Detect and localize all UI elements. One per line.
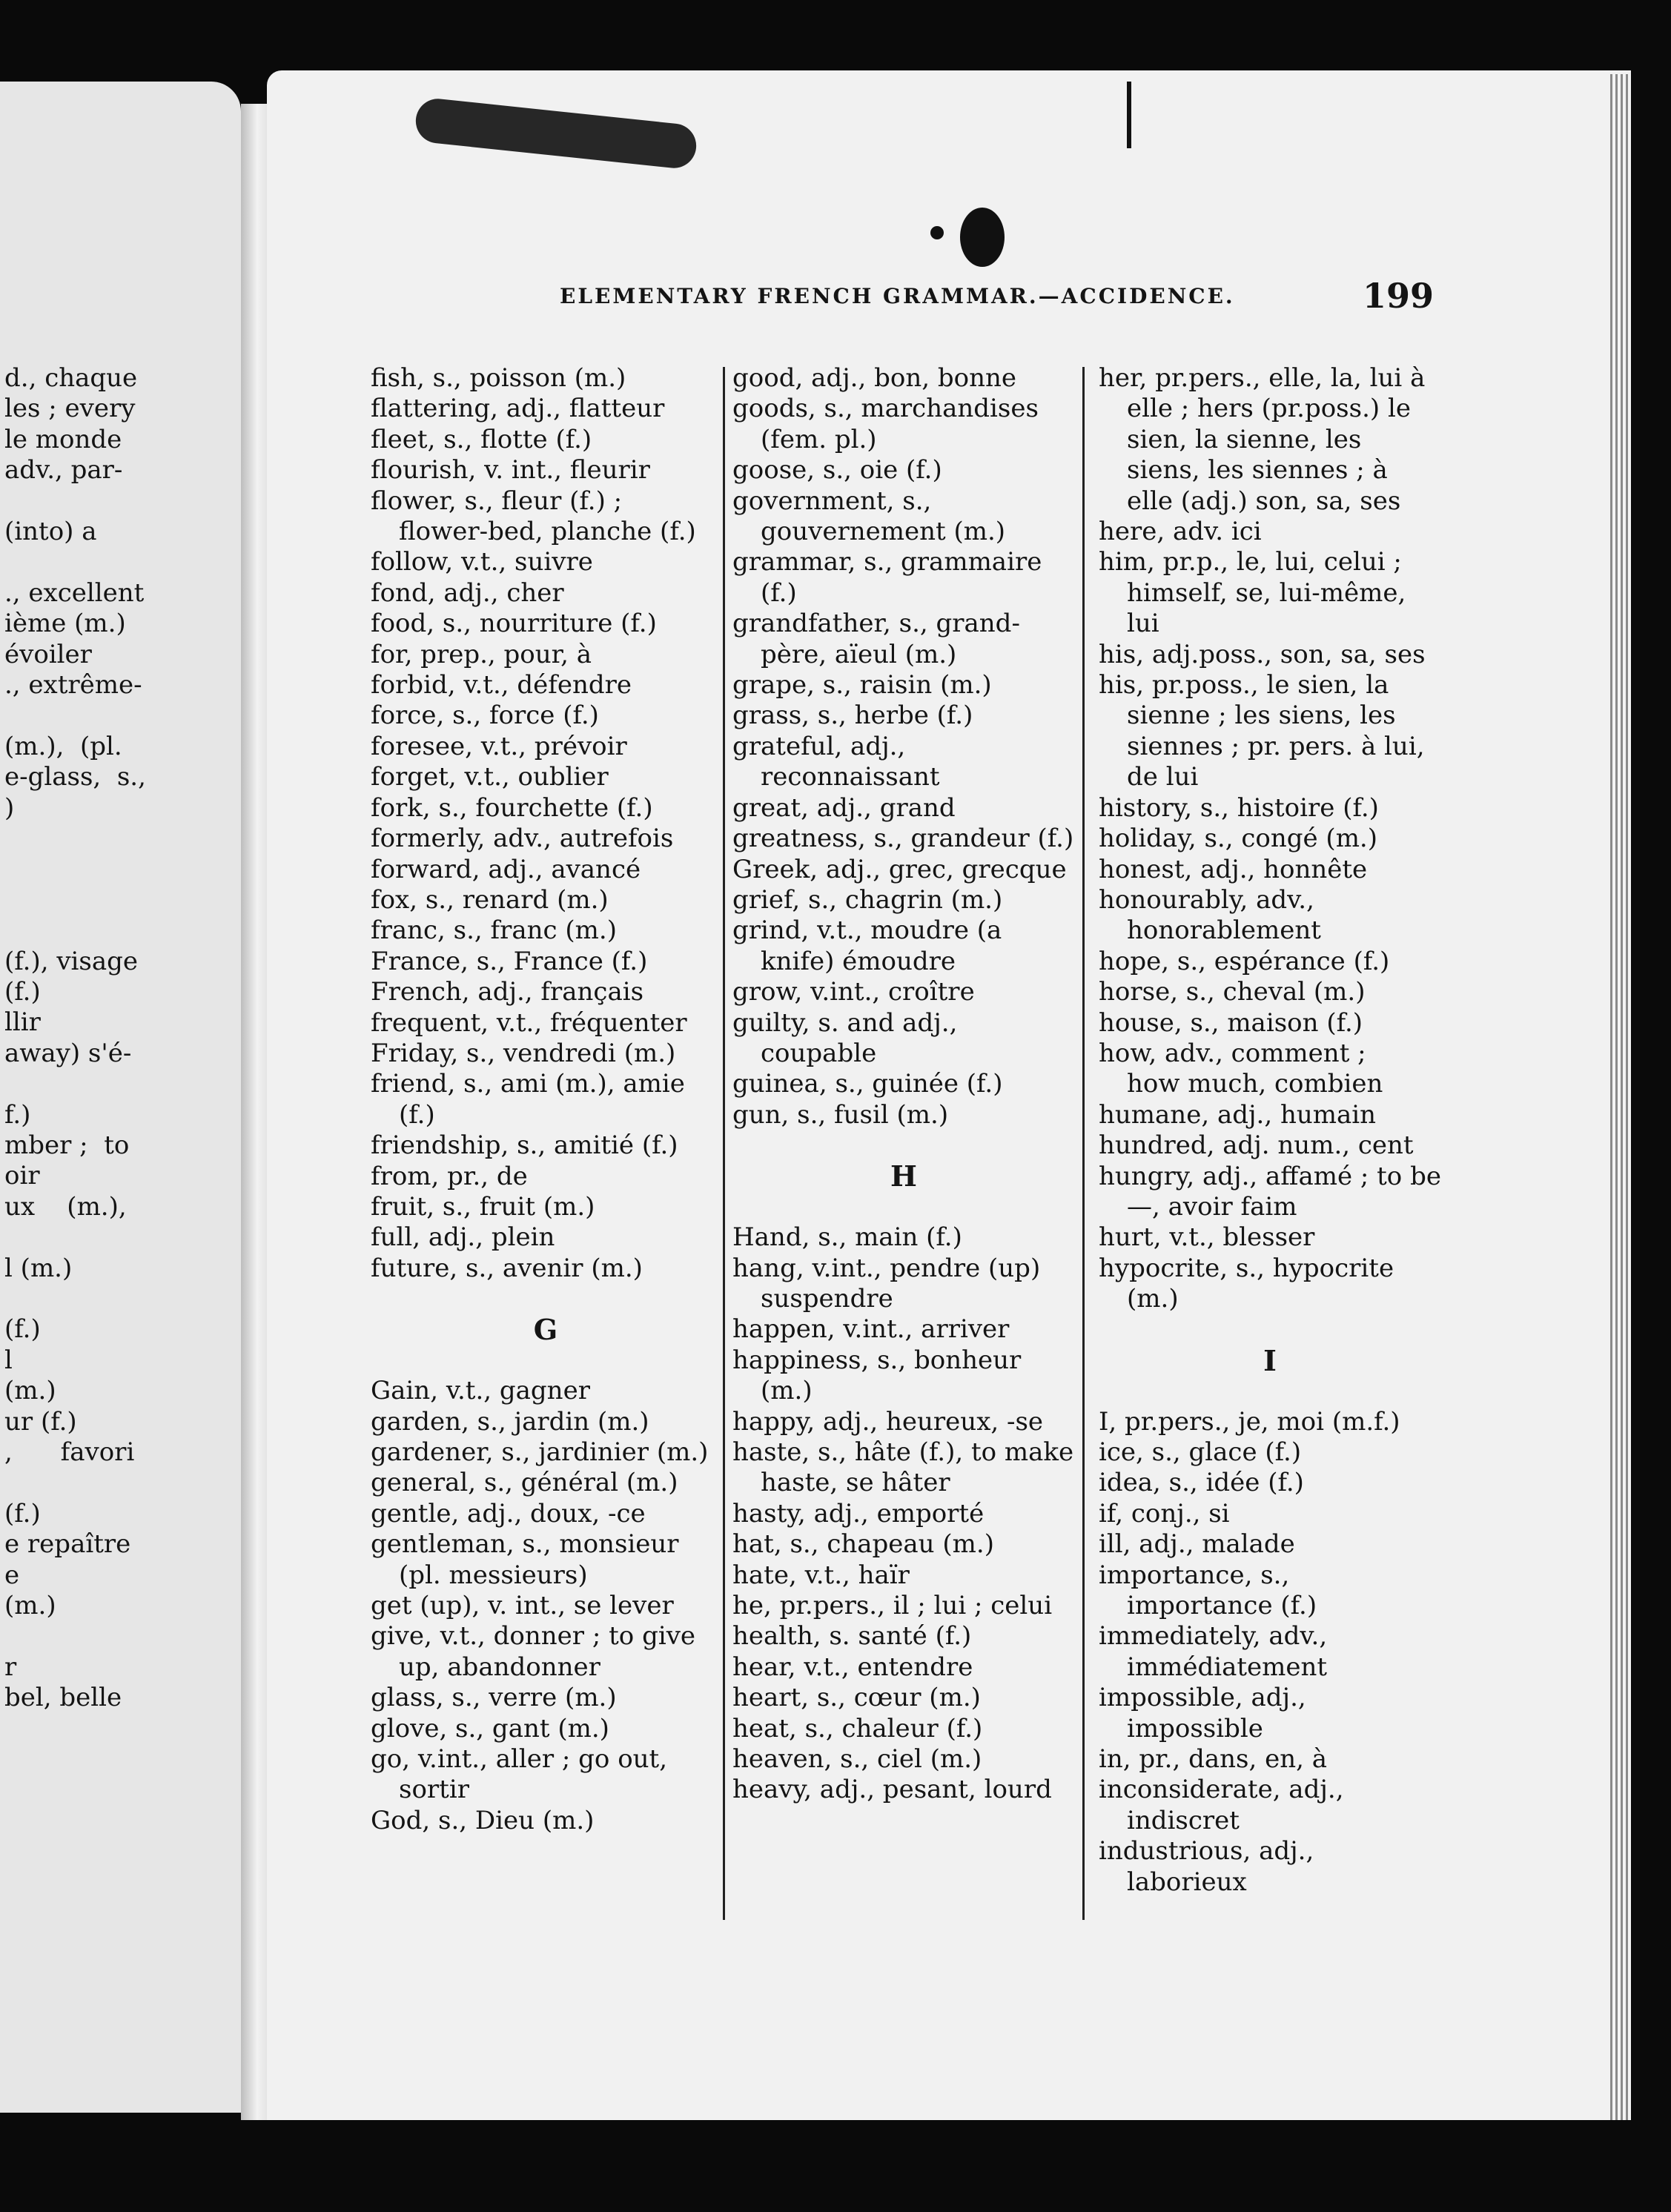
dictionary-entry: friendship, s., amitié (f.) — [371, 1130, 678, 1161]
dictionary-entry: guilty, s. and adj., coupable — [732, 1007, 958, 1068]
dictionary-entry: give, v.t., donner ; to give up, abandonner — [371, 1621, 696, 1682]
dictionary-entry: gun, s., fusil (m.) — [732, 1099, 949, 1130]
dictionary-entry: goods, s., marchandises (fem. pl.) — [732, 394, 1039, 454]
left-page-line: e-glass, s., — [4, 762, 146, 792]
left-page-line: (m.), (pl. — [4, 731, 122, 761]
dictionary-entry: hungry, adj., affamé ; to be—, avoir faim — [1099, 1161, 1441, 1222]
dictionary-entry: God, s., Dieu (m.) — [371, 1805, 595, 1835]
dictionary-entry: hear, v.t., entendre — [732, 1652, 973, 1682]
dictionary-entry: fleet, s., flotte (f.) — [371, 424, 592, 454]
dictionary-entry: his, adj.poss., son, sa, ses — [1099, 639, 1426, 669]
dictionary-entry: honest, adj., honnête — [1099, 854, 1368, 884]
dictionary-entry: heaven, s., ciel (m.) — [732, 1744, 982, 1775]
dictionary-entry: gentle, adj., doux, -ce — [371, 1498, 646, 1529]
dictionary-entry: garden, s., jardin (m.) — [371, 1406, 649, 1437]
dictionary-entry: haste, s., hâte (f.), to make haste, se hâter — [732, 1437, 1074, 1498]
dictionary-entry: good, adj., bon, bonne — [732, 363, 1016, 393]
dictionary-entry: fruit, s., fruit (m.) — [371, 1191, 595, 1222]
dictionary-entry: formerly, adv., autrefois — [371, 824, 674, 854]
dictionary-entry: honourably, adv., honorablement — [1099, 884, 1321, 946]
left-page-line: (into) a — [4, 517, 97, 546]
dictionary-entry: full, adj., plein — [371, 1222, 555, 1253]
dictionary-entry: France, s., France (f.) — [371, 946, 648, 976]
dictionary-entry: hundred, adj. num., cent — [1099, 1130, 1414, 1161]
dictionary-entry: future, s., avenir (m.) — [371, 1253, 643, 1283]
left-page-line: évoiler — [4, 639, 92, 669]
dictionary-entry: how, adv., comment ; — [1099, 1038, 1366, 1068]
dictionary-entry: grape, s., raisin (m.) — [732, 670, 992, 701]
dictionary-entry: happy, adj., heureux, -se — [732, 1406, 1044, 1437]
left-page-line: , favori — [4, 1437, 135, 1467]
page-number: 199 — [1363, 276, 1435, 316]
running-header: ELEMENTARY FRENCH GRAMMAR.—ACCIDENCE. — [560, 284, 1235, 308]
dictionary-entry: Gain, v.t., gagner — [371, 1376, 590, 1406]
dictionary-entry: holiday, s., congé (m.) — [1099, 824, 1378, 854]
dictionary-entry: Hand, s., main (f.) — [732, 1222, 962, 1253]
dictionary-entry: grief, s., chagrin (m.) — [732, 884, 1003, 915]
dictionary-entry: he, pr.pers., il ; lui ; celui — [732, 1591, 1053, 1621]
dictionary-entry: health, s. santé (f.) — [732, 1621, 972, 1652]
dictionary-entry: hope, s., espérance (f.) — [1099, 946, 1390, 976]
dictionary-entry: flower-bed, planche (f.) — [399, 517, 696, 547]
ink-mark-dot — [930, 226, 944, 239]
dictionary-entry: gentleman, s., monsieur (pl. messieurs) — [371, 1529, 679, 1590]
dictionary-entry: general, s., général (m.) — [371, 1468, 678, 1498]
dictionary-entry: humane, adj., humain — [1099, 1099, 1377, 1130]
dictionary-entry: grind, v.t., moudre (a knife) émoudre — [732, 915, 1002, 976]
left-page-line: ., excellent — [4, 577, 145, 608]
left-page-line: bel, belle — [4, 1683, 122, 1713]
dictionary-entry: follow, v.t., suivre — [371, 547, 593, 577]
dictionary-entry: force, s., force (f.) — [371, 701, 599, 731]
column-rule — [1082, 367, 1085, 1920]
dictionary-entry: forbid, v.t., défendre — [371, 670, 632, 701]
dictionary-entry: his, pr.poss., le sien, la sienne ; les siens, les siennes ; pr. pers. à lui, de lui — [1099, 670, 1425, 792]
left-page-line: (m.) — [4, 1376, 56, 1406]
left-page-line: l — [4, 1345, 13, 1375]
dictionary-entry: ill, adj., malade — [1099, 1529, 1295, 1560]
dictionary-entry: heart, s., cœur (m.) — [732, 1683, 981, 1713]
dictionary-entry: immediately, adv., immédiatement — [1099, 1621, 1328, 1682]
page-edge — [1610, 74, 1631, 2120]
dictionary-entry: happen, v.int., arriver — [732, 1314, 1010, 1345]
dictionary-entry: impossible, adj., impossible — [1099, 1683, 1306, 1744]
dictionary-entry: French, adj., français — [371, 977, 644, 1007]
dictionary-entry: ice, s., glace (f.) — [1099, 1437, 1302, 1467]
left-page-line: (f.) — [4, 1314, 41, 1345]
dictionary-entry: I, pr.pers., je, moi (m.f.) — [1099, 1406, 1400, 1437]
dictionary-entry: franc, s., franc (m.) — [371, 915, 617, 946]
dictionary-entry: friend, s., ami (m.), amie (f.) — [371, 1069, 685, 1130]
left-page-line: d., chaque — [4, 363, 138, 393]
dictionary-entry: idea, s., idée (f.) — [1099, 1468, 1304, 1498]
left-page-line: ., extrême- — [4, 670, 142, 700]
dictionary-entry: glove, s., gant (m.) — [371, 1713, 609, 1744]
left-page-line: e repaître — [4, 1529, 131, 1560]
dictionary-entry: heavy, adj., pesant, lourd — [732, 1775, 1052, 1805]
dictionary-entry: hat, s., chapeau (m.) — [732, 1529, 994, 1560]
dictionary-entry: here, adv. ici — [1099, 517, 1262, 547]
dictionary-entry: foresee, v.t., prévoir — [371, 731, 627, 761]
dictionary-entry: for, prep., pour, à — [371, 639, 592, 669]
dictionary-entry: horse, s., cheval (m.) — [1099, 977, 1366, 1007]
left-page-line: ) — [4, 792, 15, 823]
dictionary-entry: flattering, adj., flatteur — [371, 394, 665, 424]
ink-mark-blot — [960, 208, 1005, 267]
dictionary-entry: get (up), v. int., se lever — [371, 1591, 674, 1621]
dictionary-entry: government, s., gouvernement (m.) — [732, 486, 1006, 547]
dictionary-entry: house, s., maison (f.) — [1099, 1007, 1363, 1038]
dictionary-entry: fish, s., poisson (m.) — [371, 363, 626, 393]
left-page-line: (f.) — [4, 1498, 41, 1529]
left-page-line: (m.) — [4, 1591, 56, 1620]
dictionary-entry: fox, s., renard (m.) — [371, 884, 609, 915]
dictionary-entry: Friday, s., vendredi (m.) — [371, 1038, 676, 1068]
dictionary-entry: frequent, v.t., fréquenter — [371, 1007, 687, 1038]
dictionary-entry: grow, v.int., croître — [732, 977, 975, 1007]
dictionary-entry: great, adj., grand — [732, 792, 956, 823]
left-page-line: l (m.) — [4, 1253, 73, 1283]
ink-mark-right — [1127, 82, 1131, 148]
left-page-line: adv., par- — [4, 455, 123, 486]
dictionary-entry: flourish, v. int., fleurir — [371, 455, 650, 486]
left-page-line: (f.) — [4, 977, 41, 1007]
dictionary-entry: forward, adj., avancé — [371, 854, 641, 884]
left-page — [0, 82, 241, 2113]
dictionary-entry: grandfather, s., grand-père, aïeul (m.) — [732, 609, 1020, 669]
dictionary-column-1 — [371, 363, 721, 1836]
dictionary-entry: flower, s., fleur (f.) ; — [371, 486, 623, 516]
dictionary-entry: food, s., nourriture (f.) — [371, 609, 657, 639]
section-letter: H — [890, 1159, 917, 1193]
left-page-line: les ; every — [4, 394, 136, 424]
left-page-line: mber ; to — [4, 1130, 130, 1160]
dictionary-entry: hate, v.t., haïr — [732, 1560, 910, 1590]
dictionary-entry: if, conj., si — [1099, 1498, 1230, 1529]
dictionary-entry: glass, s., verre (m.) — [371, 1683, 617, 1713]
dictionary-entry: goose, s., oie (f.) — [732, 455, 942, 486]
dictionary-entry: hypocrite, s., hypocrite (m.) — [1099, 1253, 1394, 1314]
dictionary-entry: how much, combien — [1127, 1069, 1383, 1099]
left-page-line: f.) — [4, 1099, 31, 1130]
dictionary-entry: hurt, v.t., blesser — [1099, 1222, 1315, 1253]
left-page-line: e — [4, 1560, 20, 1590]
dictionary-entry: hang, v.int., pendre (up) suspendre — [732, 1253, 1041, 1314]
left-page-line: oir — [4, 1161, 40, 1191]
dictionary-entry: happiness, s., bonheur (m.) — [732, 1345, 1022, 1406]
dictionary-entry: gardener, s., jardinier (m.) — [371, 1437, 709, 1467]
dictionary-entry: history, s., histoire (f.) — [1099, 792, 1379, 823]
dictionary-entry: go, v.int., aller ; go out, sortir — [371, 1744, 668, 1805]
dictionary-column-3 — [1099, 363, 1441, 1898]
dictionary-entry: inconsiderate, adj., indiscret — [1099, 1775, 1344, 1835]
dictionary-entry: heat, s., chaleur (f.) — [732, 1713, 983, 1744]
dictionary-entry: industrious, adj., laborieux — [1099, 1836, 1314, 1897]
dictionary-entry: in, pr., dans, en, à — [1099, 1744, 1327, 1775]
dictionary-entry: grass, s., herbe (f.) — [732, 701, 973, 731]
dictionary-entry: forget, v.t., oublier — [371, 762, 609, 792]
section-letter: G — [533, 1313, 558, 1347]
dictionary-entry: Greek, adj., grec, grecque — [732, 854, 1067, 884]
column-rule — [723, 367, 725, 1920]
left-page-line: ième (m.) — [4, 609, 126, 639]
dictionary-entry: grammar, s., grammaire (f.) — [732, 547, 1042, 608]
dictionary-entry: greatness, s., grandeur (f.) — [732, 824, 1074, 854]
left-page-line: llir — [4, 1007, 41, 1038]
dictionary-column-2 — [732, 363, 1075, 1806]
dictionary-entry: guinea, s., guinée (f.) — [732, 1069, 1003, 1099]
section-letter: I — [1263, 1343, 1277, 1377]
dictionary-entry: importance, s., importance (f.) — [1099, 1560, 1317, 1621]
left-page-line: le monde — [4, 424, 122, 454]
left-page-line: ur (f.) — [4, 1406, 77, 1437]
left-page-line: away) s'é- — [4, 1038, 132, 1068]
dictionary-entry: him, pr.p., le, lui, celui ; himself, se, lui-même, lui — [1099, 547, 1406, 639]
dictionary-entry: hasty, adj., emporté — [732, 1498, 985, 1529]
dictionary-entry: grateful, adj., reconnaissant — [732, 731, 940, 792]
left-page-line: r — [4, 1652, 17, 1682]
left-page-line: (f.), visage — [4, 946, 139, 976]
dictionary-entry: fond, adj., cher — [371, 577, 564, 608]
dictionary-entry: fork, s., fourchette (f.) — [371, 792, 653, 823]
left-page-line: ux (m.), — [4, 1191, 127, 1222]
dictionary-entry: her, pr.pers., elle, la, lui à elle ; hers (pr.poss.) le sien, la sienne, les siens, les siennes ; à elle (adj.) son, sa, ses — [1099, 363, 1426, 516]
dictionary-entry: from, pr., de — [371, 1161, 528, 1191]
